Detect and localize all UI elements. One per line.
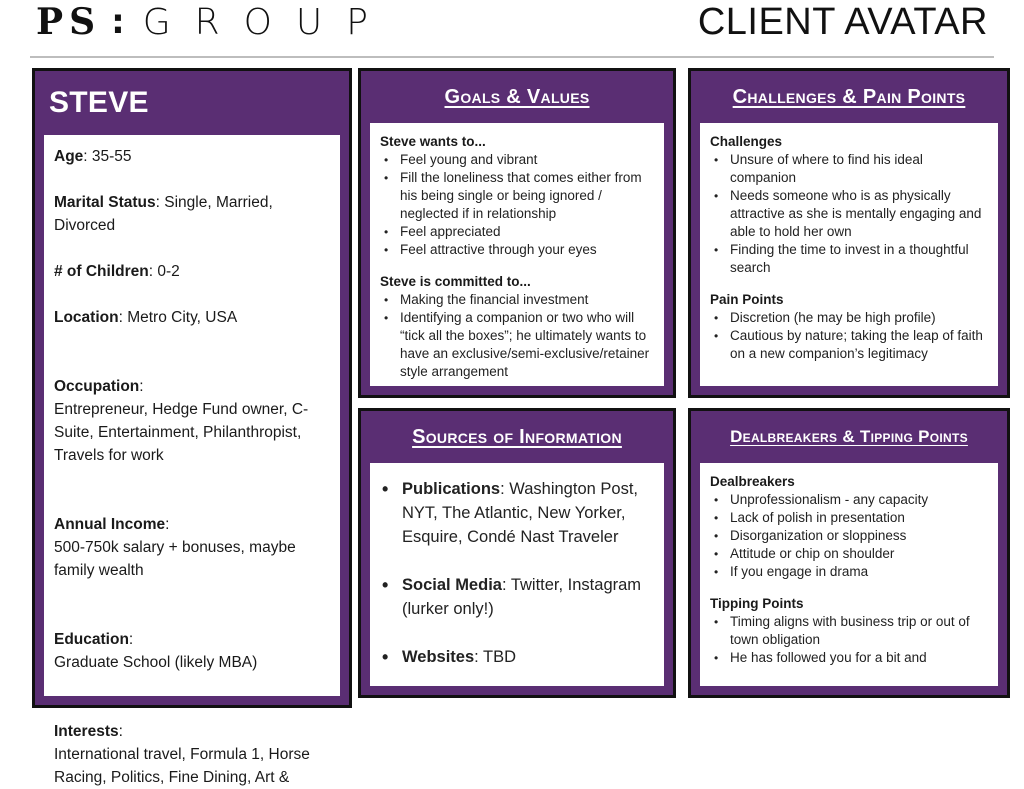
subheading: Challenges — [710, 134, 783, 149]
list-item: • Unsure of where to find his ideal companion — [710, 151, 988, 187]
profile-field — [54, 697, 332, 789]
list-item: • Timing aligns with business trip or out of town obligation — [710, 613, 988, 649]
field-label: Interests — [54, 723, 119, 740]
list-item: • If you engage in drama — [710, 563, 988, 581]
profile-field — [54, 191, 332, 237]
list-item — [380, 645, 654, 669]
source-value: : TBD — [474, 648, 517, 666]
list-item: • Finding the time to invest in a thoughtful search — [710, 241, 988, 277]
profile-field — [54, 605, 332, 674]
dealbreakers-tipping-points-card — [688, 408, 1010, 698]
profile-name: STEVE — [49, 86, 149, 119]
logo-ps: PS — [36, 1, 102, 43]
source-label: Websites — [402, 648, 475, 666]
list-item: • Lack of polish in presentation — [710, 509, 988, 527]
sources-list — [380, 477, 654, 669]
list-item: • Making the financial investment — [380, 291, 654, 309]
profile-field — [54, 145, 332, 168]
page-title: CLIENT AVATAR — [697, 1, 988, 43]
logo-group: GROUP — [142, 1, 392, 43]
list-item — [380, 573, 654, 621]
profile-field — [54, 352, 332, 467]
field-label: Annual Income — [54, 516, 166, 533]
card-header — [691, 71, 1007, 123]
list-item: • Discretion (he may be high profile) — [710, 309, 988, 327]
list-item — [380, 477, 654, 549]
profile-name-header — [35, 71, 349, 135]
goals-values-card — [358, 68, 676, 398]
list-item: • Disorganization or sloppiness — [710, 527, 988, 545]
list-item: • Feel appreciated — [380, 223, 654, 241]
dealbreakers-list — [710, 491, 988, 581]
source-value: : Twitter, Instagram (lurker only!) — [402, 576, 642, 618]
field-label: Education — [54, 631, 129, 648]
pain-points-list — [710, 309, 988, 363]
profile-field — [54, 306, 332, 329]
source-label: Publications — [402, 480, 501, 498]
profile-field — [54, 490, 332, 582]
field-value: : International travel, Formula 1, Horse Racing, Politics, Fine Dining, Art & — [54, 723, 310, 786]
card-body — [700, 463, 998, 686]
profile-card — [32, 68, 352, 786]
subheading: Steve wants to... — [380, 134, 486, 149]
header-divider — [30, 56, 994, 58]
wants-list — [380, 151, 654, 259]
subheading: Steve is committed to... — [380, 274, 531, 289]
committed-list — [380, 291, 654, 381]
card-title: Sources of Information — [412, 425, 622, 448]
list-item: • Feel attractive through your eyes — [380, 241, 654, 259]
list-item: • He has followed you for a bit and — [710, 649, 988, 667]
tipping-points-list — [710, 613, 988, 667]
list-item: • Identifying a companion or two who will “tick all the boxes”; he ultimately wants to have an exclusive/semi-exclusive/retainer style arrangement — [380, 309, 654, 381]
list-item: • Cautious by nature; taking the leap of faith on a new companion’s legitimacy — [710, 327, 988, 363]
field-label: Location — [54, 309, 119, 326]
profile-field — [54, 260, 332, 283]
sources-of-information-card — [358, 408, 676, 698]
list-item: • Needs someone who is as physically attractive as she is mentally engaging and able to hold her own — [710, 187, 988, 241]
source-value: : Washington Post, NYT, The Atlantic, New Yorker, Esquire, Condé Nast Traveler — [402, 480, 638, 546]
list-item: • Attitude or chip on shoulder — [710, 545, 988, 563]
card-header — [361, 71, 673, 123]
card-header — [361, 411, 673, 463]
field-value: : Graduate School (likely MBA) — [54, 631, 258, 671]
field-label: Marital Status — [54, 194, 156, 211]
subheading: Tipping Points — [710, 596, 804, 611]
subheading: Pain Points — [710, 292, 784, 307]
subheading: Dealbreakers — [710, 474, 795, 489]
card-header — [691, 411, 1007, 463]
challenges-list — [710, 151, 988, 277]
source-label: Social Media — [402, 576, 502, 594]
logo-colon: : — [111, 2, 125, 42]
card-body — [370, 123, 664, 386]
field-value: : Single, Married, Divorced — [54, 194, 273, 234]
field-value: : 500-750k salary + bonuses, maybe family wealth — [54, 516, 296, 579]
list-item: • Feel young and vibrant — [380, 151, 654, 169]
field-label: Occupation — [54, 378, 140, 395]
challenges-pain-points-card — [688, 68, 1010, 398]
field-value: : 35-55 — [83, 148, 132, 165]
ps-group-logo — [36, 0, 392, 44]
list-item: • Unprofessionalism - any capacity — [710, 491, 988, 509]
card-title: Dealbreakers & Tipping Points — [730, 427, 968, 446]
field-value: : 0-2 — [148, 263, 180, 280]
list-item: • Fill the loneliness that comes either from his being single or being ignored / neglected if in relationship — [380, 169, 654, 223]
card-body — [370, 463, 664, 686]
card-title: Challenges & Pain Points — [732, 85, 966, 108]
field-label: # of Children — [54, 263, 149, 280]
card-body — [700, 123, 998, 386]
field-value: : Entrepreneur, Hedge Fund owner, C-Suite, Entertainment, Philanthropist, Travels for work — [54, 378, 309, 464]
field-label: Age — [54, 148, 84, 165]
profile-body — [44, 135, 340, 786]
field-value: : Metro City, USA — [118, 309, 238, 326]
card-title: Goals & Values — [444, 85, 590, 108]
